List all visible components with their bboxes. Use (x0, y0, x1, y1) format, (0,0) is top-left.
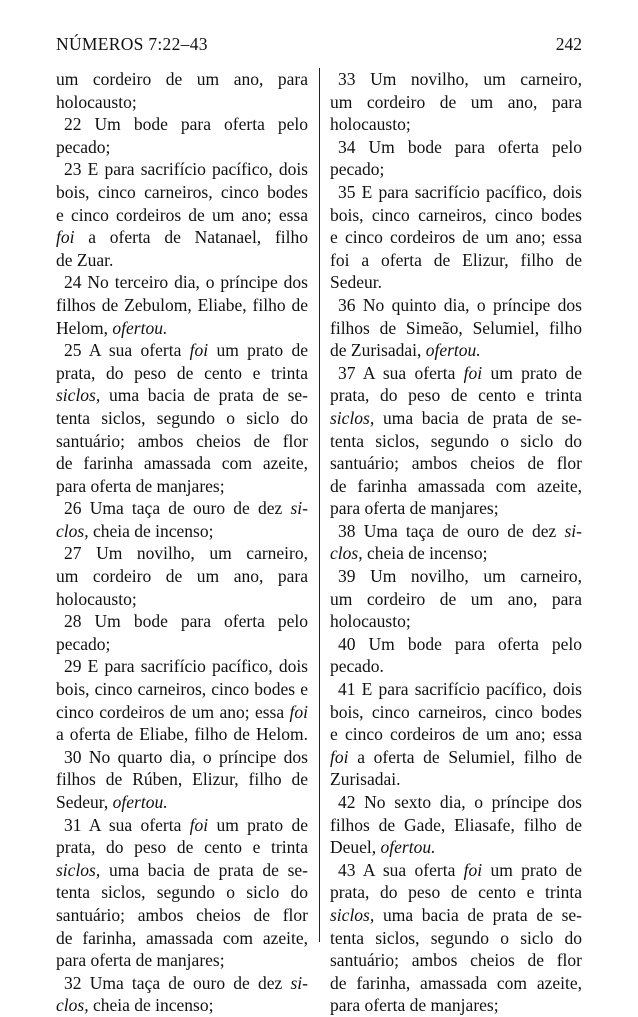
text-line: 32 Uma taça de ouro de dez si- (64, 972, 308, 993)
text-line: de farinha, amassada com azeite, (56, 927, 308, 948)
text-line: bois, cinco carneiros, cinco bodes e (56, 679, 308, 700)
text-line: um cordeiro de um ano, para (56, 69, 308, 89)
text-line: santuário; ambos cheios de flor (56, 430, 308, 451)
running-title: NÚMEROS 7:22–43 (56, 34, 208, 54)
text-line: siclos, uma bacia de prata de se- (56, 859, 308, 880)
text-line: 27 Um novilho, um carneiro, (64, 543, 308, 564)
text-line: filhos de Rúben, Elizur, filho de (56, 769, 308, 790)
left-text-column (56, 68, 308, 1017)
text-line: e cinco cordeiros de um ano; essa (56, 204, 308, 225)
text-line: 31 A sua oferta foi um prato de (64, 814, 308, 835)
text-line: 41 E para sacrifício pacífico, dois (338, 679, 582, 700)
text-line: 30 No quarto dia, o príncipe dos (64, 746, 308, 767)
text-line: de farinha amassada com azeite, (330, 475, 582, 496)
text-line: de Zuar. (56, 249, 114, 270)
text-line: filhos de Zebulom, Eliabe, filho de (56, 294, 308, 315)
text-line: holocausto; (56, 91, 137, 112)
text-line: tenta siclos, segundo o siclo do (330, 430, 582, 451)
text-line: 24 No terceiro dia, o príncipe dos (64, 272, 308, 293)
text-line: para oferta de manjares; (56, 950, 225, 971)
text-line: 34 Um bode para oferta pelo (338, 136, 582, 157)
text-line: holocausto; (330, 114, 411, 135)
text-line: siclos, uma bacia de prata de se- (330, 407, 582, 428)
text-line: 26 Uma taça de ouro de dez si- (64, 498, 308, 519)
text-line: cinco cordeiros de um ano; essa foi (56, 701, 308, 722)
running-header (56, 34, 582, 58)
text-line: prata, do peso de cento e trinta (330, 385, 582, 406)
text-line: 25 A sua oferta foi um prato de (64, 340, 308, 361)
text-line: prata, do peso de cento e trinta (56, 362, 308, 383)
text-line: de farinha amassada com azeite, (56, 453, 308, 474)
text-line: tenta siclos, segundo o siclo do (56, 407, 308, 428)
text-line: foi a oferta de Elizur, filho de (330, 249, 582, 270)
text-line: Sedeur, ofertou. (56, 792, 168, 812)
text-line: para oferta de manjares; (330, 498, 499, 519)
text-line: a oferta de Eliabe, filho de Helom. (56, 724, 308, 745)
text-line: 22 Um bode para oferta pelo (64, 114, 308, 135)
text-line: e cinco cordeiros de um ano; essa (330, 227, 582, 248)
text-line: santuário; ambos cheios de flor (330, 950, 582, 971)
text-line: filhos de Gade, Eliasafe, filho de (330, 814, 582, 835)
text-line: 23 E para sacrifício pacífico, dois (64, 159, 308, 180)
text-line: bois, cinco carneiros, cinco bodes (330, 701, 582, 722)
text-line: para oferta de manjares; (56, 475, 225, 496)
text-line: para oferta de manjares; (330, 995, 499, 1016)
text-line: siclos, uma bacia de prata de se- (56, 385, 308, 406)
text-line: e cinco cordeiros de um ano; essa (330, 724, 582, 745)
text-line: 38 Uma taça de ouro de dez si- (338, 520, 582, 541)
text-line: holocausto; (330, 611, 411, 632)
text-line: foi a oferta de Selumiel, filho de (330, 746, 582, 767)
text-line: filhos de Simeão, Selumiel, filho (330, 317, 582, 338)
text-line: prata, do peso de cento e trinta (330, 882, 582, 903)
text-line: 40 Um bode para oferta pelo (338, 633, 582, 654)
text-line: 28 Um bode para oferta pelo (64, 611, 308, 632)
text-line: clos, cheia de incenso; (56, 995, 214, 1016)
text-line: Sedeur. (330, 272, 383, 293)
text-line: bois, cinco carneiros, cinco bodes (330, 204, 582, 225)
text-line: de farinha, amassada com azeite, (330, 972, 582, 993)
text-line: santuário; ambos cheios de flor (56, 904, 308, 925)
text-line: 39 Um novilho, um carneiro, (338, 566, 582, 587)
text-line: 35 E para sacrifício pacífico, dois (338, 181, 582, 202)
text-line: tenta siclos, segundo o siclo do (56, 882, 308, 903)
text-line: prata, do peso de cento e trinta (56, 837, 308, 858)
text-line: 33 Um novilho, um carneiro, (338, 69, 582, 89)
text-line: um cordeiro de um ano, para (330, 91, 582, 112)
text-line: pecado; (330, 159, 385, 180)
text-line: foi a oferta de Natanael, filho (56, 227, 308, 248)
text-line: bois, cinco carneiros, cinco bodes (56, 181, 308, 202)
text-line: pecado; (56, 633, 111, 654)
right-text-column (330, 68, 582, 1017)
text-line: holocausto; (56, 588, 137, 609)
text-line: siclos, uma bacia de prata de se- (330, 904, 582, 925)
page-number: 242 (555, 34, 582, 54)
text-line: 36 No quinto dia, o príncipe dos (338, 294, 582, 315)
text-line: 37 A sua oferta foi um prato de (338, 362, 582, 383)
column-divider (319, 68, 320, 942)
text-line: 29 E para sacrifício pacífico, dois (64, 656, 308, 677)
text-line: clos, cheia de incenso; (330, 543, 488, 564)
text-line: pecado. (330, 656, 384, 677)
text-line: tenta siclos, segundo o siclo do (330, 927, 582, 948)
text-line: Deuel, ofertou. (330, 837, 436, 858)
text-line: Helom, ofertou. (56, 317, 168, 338)
text-line: um cordeiro de um ano, para (330, 588, 582, 609)
text-line: clos, cheia de incenso; (56, 520, 214, 541)
text-line: um cordeiro de um ano, para (56, 566, 308, 587)
text-line: Zurisadai. (330, 769, 401, 790)
text-line: santuário; ambos cheios de flor (330, 453, 582, 474)
text-line: 43 A sua oferta foi um prato de (338, 859, 582, 880)
text-line: de Zurisadai, ofertou. (330, 340, 481, 361)
text-line: 42 No sexto dia, o príncipe dos (338, 792, 582, 812)
text-line: pecado; (56, 136, 111, 157)
